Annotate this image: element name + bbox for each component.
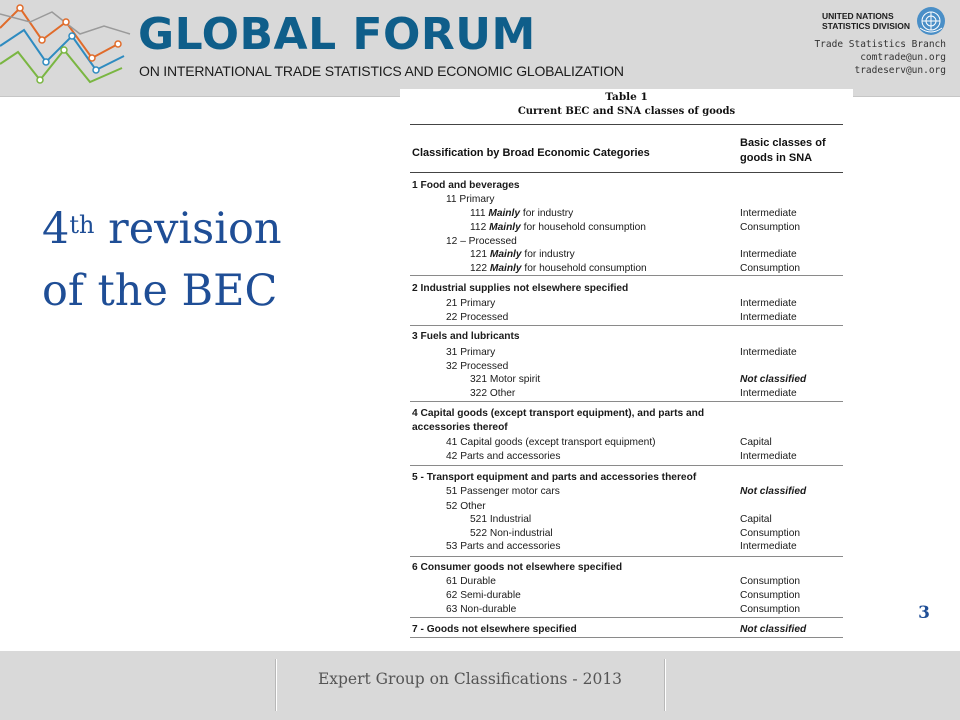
row-label: 112 Mainly for household consumption — [470, 222, 646, 233]
row-label: 22 Processed — [446, 312, 509, 323]
col-header-bec: Classification by Broad Economic Categories — [412, 147, 650, 159]
row-label: 52 Other — [446, 501, 486, 512]
row-label: 61 Durable — [446, 576, 496, 587]
row-label: 63 Non-durable — [446, 604, 517, 615]
table-row — [412, 221, 842, 234]
table-row — [412, 589, 842, 602]
row-label: 322 Other — [470, 388, 516, 399]
row-label: 7 - Goods not elsewhere specified — [412, 624, 577, 635]
table-row — [412, 575, 842, 588]
row-label: 32 Processed — [446, 361, 509, 372]
table-number: Table 1 — [605, 91, 648, 103]
table-row — [412, 248, 842, 261]
row-label: 11 Primary — [446, 194, 495, 205]
row-sna-class: Intermediate — [740, 451, 797, 462]
row-sna-class: Consumption — [740, 222, 801, 233]
row-label: 62 Semi-durable — [446, 590, 521, 601]
table-header-rule — [410, 172, 843, 173]
table-row — [412, 450, 842, 463]
forum-title: GLOBAL FORUM — [138, 9, 536, 60]
header-banner — [0, 0, 960, 97]
row-label: 41 Capital goods (except transport equipment) — [446, 437, 656, 448]
row-label: 321 Motor spirit — [470, 374, 541, 385]
row-sna-class: Intermediate — [740, 388, 797, 399]
table-group-rule — [410, 617, 843, 618]
table-row — [412, 311, 842, 324]
table-row — [412, 540, 842, 553]
row-sna-class: Not classified — [740, 374, 807, 385]
row-label: 51 Passenger motor cars — [446, 486, 560, 497]
table-caption: Current BEC and SNA classes of goods — [517, 106, 736, 117]
page-number: 3 — [918, 603, 930, 623]
row-sna-class: Intermediate — [740, 347, 797, 358]
row-sna-class: Consumption — [740, 604, 801, 615]
row-label: 521 Industrial — [470, 514, 532, 525]
row-sna-class: Intermediate — [740, 312, 797, 323]
row-sna-class: Not classified — [740, 624, 807, 635]
row-sna-class: Capital — [740, 514, 772, 525]
un-division-name: UNITED NATIONS STATISTICS DIVISION — [822, 11, 910, 31]
table-row — [412, 373, 842, 386]
footer-bar — [0, 651, 960, 720]
table-row — [412, 193, 842, 206]
table-group-rule — [410, 465, 843, 466]
footer-divider-right — [664, 659, 666, 711]
row-label: 5 - Transport equipment and parts and accessories thereof — [412, 472, 697, 483]
un-emblem-icon — [916, 6, 946, 36]
table-row — [412, 527, 842, 540]
network-lines-graphic — [0, 0, 140, 96]
table-row — [412, 235, 842, 248]
row-sna-class: Consumption — [740, 528, 801, 539]
row-label: 21 Primary — [446, 298, 496, 309]
row-sna-class: Intermediate — [740, 298, 797, 309]
row-sna-class: Intermediate — [740, 249, 797, 260]
table-row — [412, 407, 842, 420]
table-row — [412, 387, 842, 400]
table-row — [412, 471, 842, 484]
table-row — [412, 262, 842, 275]
row-label: 53 Parts and accessories — [446, 541, 561, 552]
row-sna-class: Capital — [740, 437, 772, 448]
branch-name: Trade Statistics Branch — [814, 39, 946, 50]
table-group-rule — [410, 325, 843, 326]
row-sna-class: Consumption — [740, 263, 801, 274]
table-row — [412, 436, 842, 449]
un-info-block — [716, 6, 946, 77]
table-row — [412, 513, 842, 526]
email-comtrade: comtrade@un.org — [860, 52, 946, 63]
table-row — [412, 282, 842, 295]
table-row — [412, 421, 842, 434]
table-group-rule — [410, 275, 843, 276]
row-sna-class: Consumption — [740, 576, 801, 587]
table-row — [412, 346, 842, 359]
row-label: 2 Industrial supplies not elsewhere specified — [412, 283, 629, 294]
forum-subtitle: ON INTERNATIONAL TRADE STATISTICS AND ECONOMIC GLOBALIZATION — [139, 63, 624, 79]
row-label: 122 Mainly for household consumption — [470, 263, 647, 274]
bec-table-image — [400, 89, 853, 638]
row-label: 1 Food and beverages — [412, 180, 520, 191]
row-label: 12 – Processed — [446, 236, 517, 247]
table-row — [412, 360, 842, 373]
row-sna-class: Intermediate — [740, 541, 797, 552]
table-group-rule — [410, 556, 843, 557]
row-label: 111 Mainly for industry — [470, 208, 574, 219]
table-row — [412, 561, 842, 574]
row-sna-class: Not classified — [740, 486, 807, 497]
table-group-rule — [410, 401, 843, 402]
slide-title: 4th revision of the BEC — [42, 204, 282, 316]
row-label: 522 Non-industrial — [470, 528, 553, 539]
row-label: 6 Consumer goods not elsewhere specified — [412, 562, 623, 573]
table-row — [412, 179, 842, 192]
row-label: 3 Fuels and lubricants — [412, 331, 520, 342]
table-row — [412, 500, 842, 513]
table-top-rule — [410, 124, 843, 125]
table-row — [412, 485, 842, 498]
email-tradeserv: tradeserv@un.org — [854, 65, 946, 76]
table-row — [412, 297, 842, 310]
table-row — [412, 623, 842, 636]
footer-text: Expert Group on Classifications - 2013 — [317, 670, 623, 688]
table-row — [412, 330, 842, 343]
row-label: 121 Mainly for industry — [470, 249, 575, 260]
row-sna-class: Consumption — [740, 590, 801, 601]
table-row — [412, 207, 842, 220]
table-group-rule — [410, 637, 843, 638]
row-label: 4 Capital goods (except transport equipment), and parts and — [412, 408, 705, 419]
row-label: accessories thereof — [412, 422, 508, 433]
table-row — [412, 603, 842, 616]
row-label: 31 Primary — [446, 347, 496, 358]
row-label: 42 Parts and accessories — [446, 451, 561, 462]
col-header-sna: Basic classes of goods in SNA — [740, 137, 826, 164]
row-sna-class: Intermediate — [740, 208, 797, 219]
